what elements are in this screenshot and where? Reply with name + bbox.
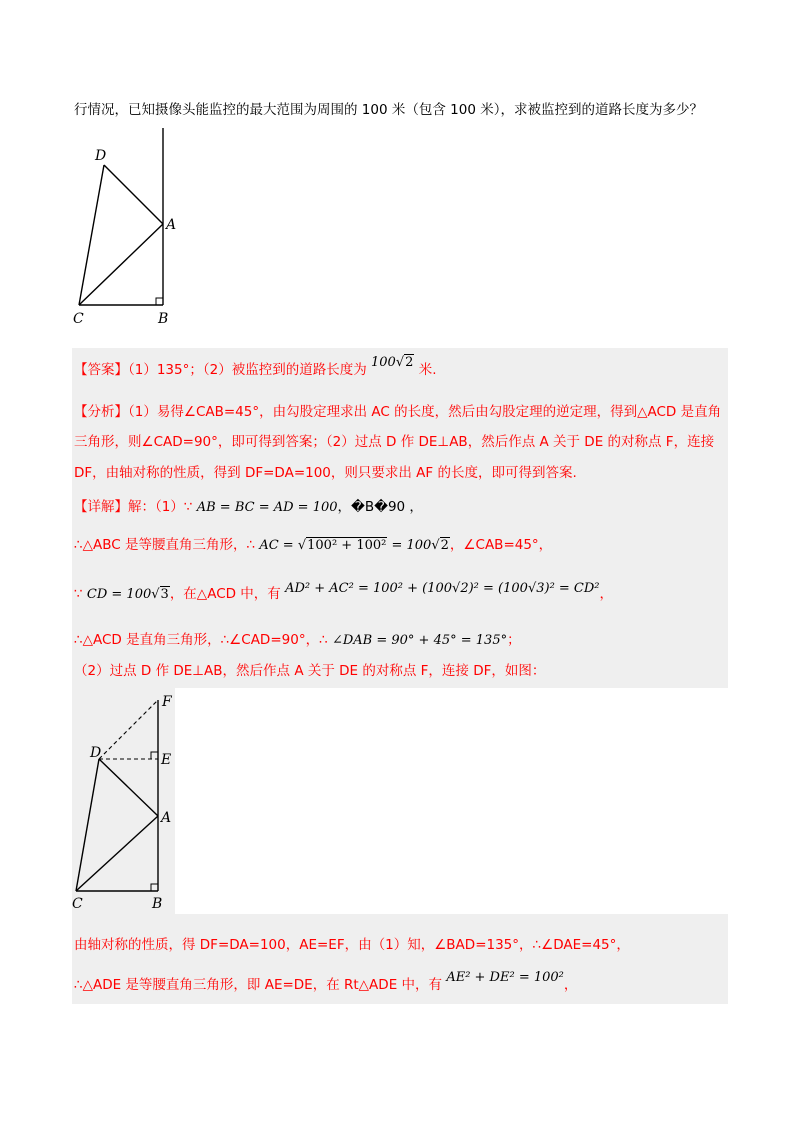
detail-line-5: （2）过点 D 作 DE⊥AB，然后作点 A 关于 DE 的对称点 F，连接 DF，如图： xyxy=(74,663,546,679)
detail-line-2: ∴△ABC 是等腰直角三角形，∴ AC = √100² + 100² = 100√2，∠CAB=45°， xyxy=(74,537,553,553)
label-E: E xyxy=(161,752,172,768)
label-B: B xyxy=(152,896,163,912)
garbled-text: ，�B�90 ， xyxy=(337,499,423,515)
answer-text: （1）135°；（2）被监控到的道路长度为 xyxy=(128,362,367,378)
label-C: C xyxy=(72,896,83,912)
figure-1 xyxy=(70,125,190,330)
analysis-tag: 【分析】 xyxy=(74,404,128,420)
detail-line-1: 【详解】解：（1）∵ AB = BC = AD = 100，�B�90 ， xyxy=(74,499,423,515)
detail-line-4: ∴△ACD 是直角三角形，∴∠CAD=90°，∴ ∠DAB = 90° + 45° = 135°； xyxy=(74,632,521,648)
label-D: D xyxy=(95,148,107,164)
analysis-line-3: DF，由轴对称的性质，得到 DF=DA=100，则只要求出 AF 的长度，即可得到答案. xyxy=(74,465,577,481)
label-A: A xyxy=(166,217,177,233)
analysis-line-1: 【分析】（1）易得∠CAB=45°，由勾股定理求出 AC 的长度，然后由勾股定理的逆定理，得到△ACD 是直角 xyxy=(74,404,722,420)
detail-math-cd: CD = 100√3 xyxy=(86,587,169,602)
label-B: B xyxy=(158,311,169,327)
answer-value: 100√2 xyxy=(371,355,414,370)
label-A: A xyxy=(161,810,172,826)
detail-tag: 【详解】 xyxy=(74,499,128,515)
label-F: F xyxy=(162,694,172,710)
answer-unit: 米. xyxy=(418,362,437,378)
analysis-line-2: 三角形，则∠CAD=90°，即可得到答案；（2）过点 D 作 DE⊥AB，然后作点 A 关于 DE 的对称点 F，连接 xyxy=(74,434,715,450)
answer-tag: 【答案】 xyxy=(74,362,128,378)
detail-math-1: AB = BC = AD = 100 xyxy=(196,500,338,515)
label-C: C xyxy=(73,311,84,327)
detail-math-ac: AC = √100² + 100² = 100√2 xyxy=(259,538,449,553)
figure-2 xyxy=(70,688,180,914)
answer-line xyxy=(74,355,437,381)
detail-math-ade: AE² + DE² = 100² xyxy=(446,970,564,985)
question-text: 行情况，已知摄像头能监控的最大范围为周围的 100 米（包含 100 米），求被监控到的道路长度为多少？ xyxy=(74,102,703,118)
detail-line-7: ∴△ADE 是等腰直角三角形，即 AE=DE，在 Rt△ADE 中，有 AE² + DE² = 100²， xyxy=(74,970,578,993)
detail-math-pythag: AD² + AC² = 100² + (100√2)² = (100√3)² = CD² xyxy=(285,581,600,596)
label-D: D xyxy=(90,745,102,761)
detail-math-dab: ∠DAB = 90° + 45° = 135° xyxy=(331,633,508,648)
detail-line-3: ∵ CD = 100√3，在△ACD 中，有 AD² + AC² = 100² + (100√2)² = (100√3)² = CD²， xyxy=(74,581,614,602)
detail-line-6: 由轴对称的性质，得 DF=DA=100，AE=EF，由（1）知，∠BAD=135°，∴∠DAE=45°， xyxy=(74,937,630,953)
